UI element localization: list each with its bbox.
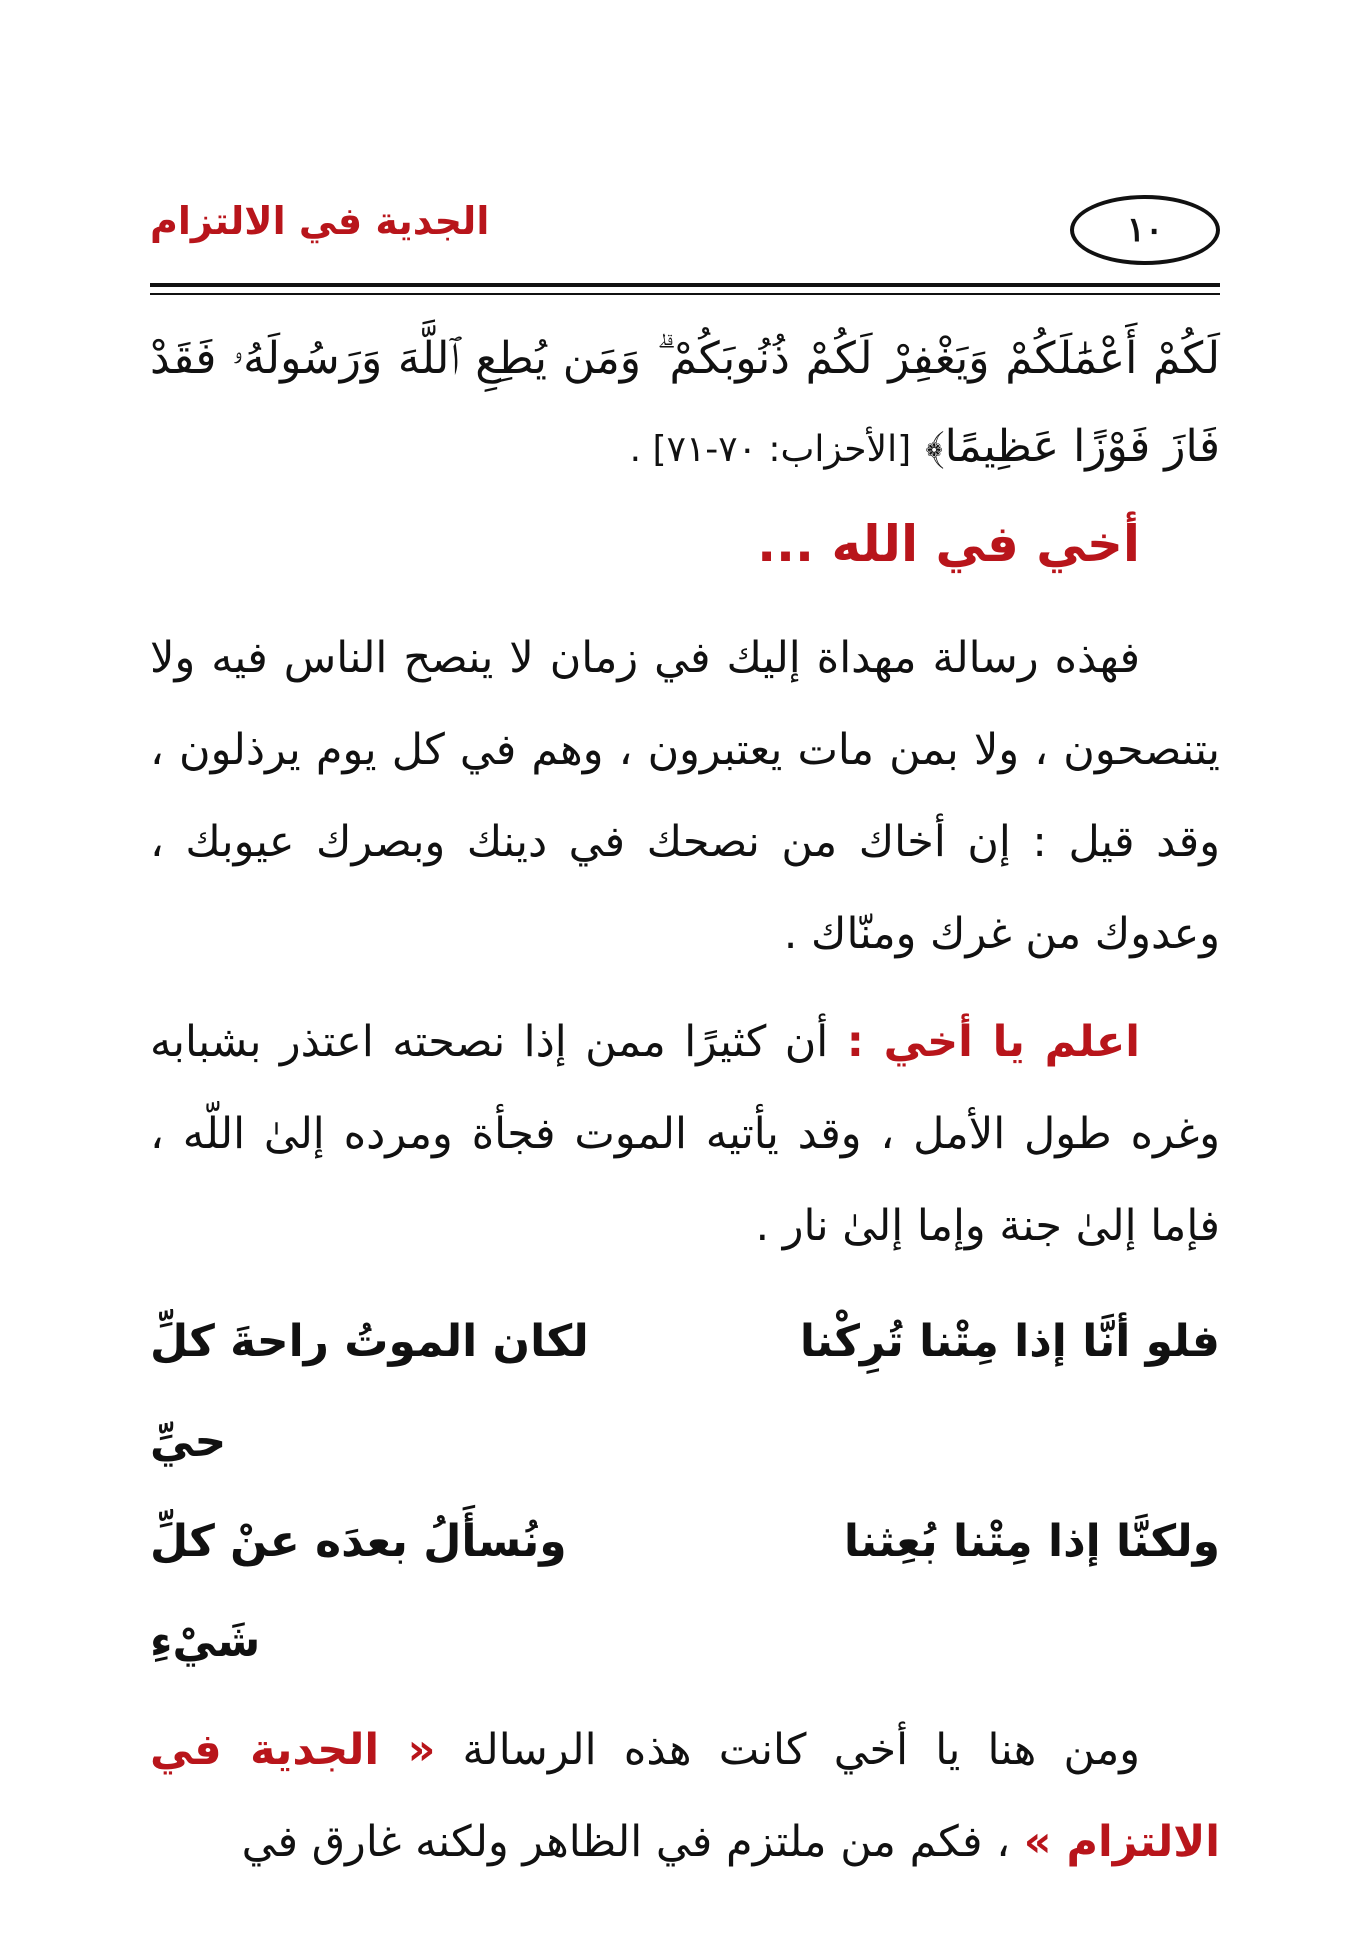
poem <box>150 1292 1220 1692</box>
poem-verse-2-first: ولكنَّا إذا مِتْنا بُعِثنا <box>843 1516 1220 1567</box>
paragraph-1: فهذه رسالة مهداة إليك في زمان لا ينصح الناس فيه ولا يتنصحون ، ولا بمن مات يعتبرون ، وهم في كل يوم يرذلون ، وقد قيل : إن أخاك من نصحك في دينك وبصرك عيوبك ، وعدوك من غرك ومنّاك . <box>150 633 1220 959</box>
quran-verse-text: لَكُمْ أَعْمَٰلَكُمْ وَيَغْفِرْ لَكُمْ ذُنُوبَكُمْ ۗ وَمَن يُطِعِ ٱللَّهَ وَرَسُولَهُۥ فَقَدْ فَازَ فَوْزًا عَظِيمًا <box>150 333 1220 472</box>
poem-verse-1 <box>150 1292 1220 1492</box>
quran-verse <box>150 315 1220 494</box>
running-title: الجدية في الالتزام <box>150 199 490 243</box>
poem-verse-2 <box>150 1492 1220 1692</box>
page-header <box>150 195 1220 285</box>
paragraph-3-end: ، فكم من ملتزم في الظاهر ولكنه غارق في <box>241 1817 1024 1867</box>
poem-verse-2-second: ونُسأَلُ بعدَه عنْ كلِّ شَيْءِ <box>150 1516 567 1667</box>
header-rule-thin <box>150 293 1220 295</box>
page-number: ١٠ <box>1070 195 1220 265</box>
quran-citation: [الأحزاب: ٧٠-٧١] . <box>629 429 912 470</box>
poem-verse-1-first: فلو أنَّا إذا مِتْنا تُرِكْنا <box>799 1316 1220 1367</box>
paragraph-2 <box>150 996 1220 1272</box>
paragraph-2-text: أن كثيرًا ممن إذا نصحته اعتذر بشبابه وغره طول الأمل ، وقد يأتيه الموت فجأة ومرده إلىٰ اللّه ، فإما إلىٰ جنة وإما إلىٰ نار . <box>150 1017 1220 1251</box>
page-content <box>150 315 1220 1888</box>
book-title-inline: « الجدية في الالتزام » <box>150 1725 1220 1867</box>
header-rule-thick <box>150 283 1220 287</box>
paragraph-3-start: ومن هنا يا أخي كانت هذه الرسالة <box>435 1725 1140 1775</box>
paragraph-3 <box>150 1704 1220 1888</box>
paragraph-2-lead: اعلم يا أخي : <box>846 1017 1140 1067</box>
section-heading: أخي في الله ... <box>757 515 1140 573</box>
poem-verse-1-second: لكان الموتُ راحةَ كلِّ حيِّ <box>150 1316 589 1467</box>
quran-closing-bracket: ﴾ <box>925 421 945 472</box>
